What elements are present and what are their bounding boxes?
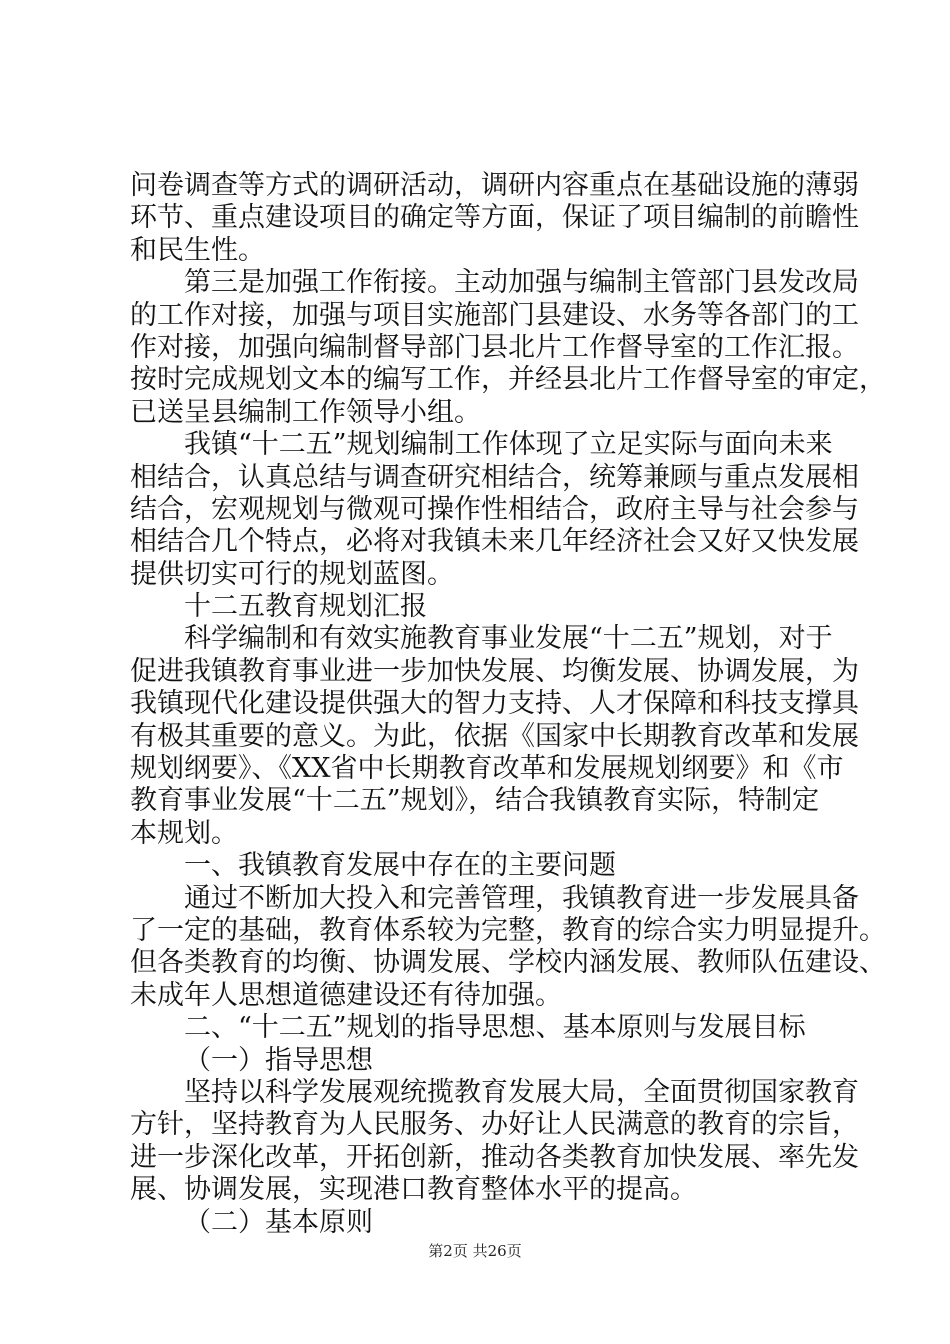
text-line: 和民生性。 <box>130 234 265 266</box>
text-line: 相结合几个特点，必将对我镇未来几年经济社会又好又快发展 <box>130 526 859 558</box>
text-line: 我镇现代化建设提供强大的智力支持、人才保障和科技支撑具 <box>130 688 859 720</box>
text-line: 相结合，认真总结与调查研究相结合，统筹兼顾与重点发展相 <box>130 461 859 493</box>
text-line: 已送呈县编制工作领导小组。 <box>130 396 481 428</box>
text-line: 我镇“十二五”规划编制工作体现了立足实际与面向未来 <box>184 429 833 461</box>
subsection-heading: （一）指导思想 <box>184 1044 373 1076</box>
text-line: 未成年人思想道德建设还有待加强。 <box>130 979 562 1011</box>
subsection-heading: （二）基本原则 <box>184 1206 373 1238</box>
text-line: 作对接，加强向编制督导部门县北片工作督导室的工作汇报。 <box>130 331 859 363</box>
text-line: 提供切实可行的规划蓝图。 <box>130 558 454 590</box>
text-line: 进一步深化改革，开拓创新，推动各类教育加快发展、率先发 <box>130 1141 859 1173</box>
text-line: 了一定的基础，教育体系较为完整，教育的综合实力明显提升。 <box>130 914 886 946</box>
text-line: 通过不断加大投入和完善管理，我镇教育进一步发展具备 <box>184 882 859 914</box>
text-line: 但各类教育的均衡、协调发展、学校内涵发展、教师队伍建设、 <box>130 947 886 979</box>
text-line: 展、协调发展，实现港口教育整体水平的提高。 <box>130 1174 697 1206</box>
page-footer: 第2页 共26页 <box>428 1242 522 1260</box>
text-line: 的工作对接，加强与项目实施部门县建设、水务等各部门的工 <box>130 299 859 331</box>
text-line: 促进我镇教育事业进一步加快发展、均衡发展、协调发展，为 <box>130 655 859 687</box>
text-line: 环节、重点建设项目的确定等方面，保证了项目编制的前瞻性 <box>130 202 859 234</box>
text-line: 第三是加强工作衔接。主动加强与编制主管部门县发改局 <box>184 267 859 299</box>
text-line: 教育事业发展“十二五”规划》，结合我镇教育实际，特制定 <box>130 785 820 817</box>
text-line: 规划纲要》、《XX省中长期教育改革和发展规划纲要》和《市 <box>130 753 844 785</box>
text-line: 结合，宏观规划与微观可操作性相结合，政府主导与社会参与 <box>130 493 859 525</box>
text-line: 方针，坚持教育为人民服务、办好让人民满意的教育的宗旨， <box>130 1109 859 1141</box>
section-heading: 一、我镇教育发展中存在的主要问题 <box>184 850 616 882</box>
text-line: 坚持以科学发展观统揽教育发展大局，全面贯彻国家教育 <box>184 1076 859 1108</box>
text-line: 按时完成规划文本的编写工作，并经县北片工作督导室的审定， <box>130 364 886 396</box>
document-body <box>130 170 886 1239</box>
section-heading: 二、“十二五”规划的指导思想、基本原则与发展目标 <box>184 1012 806 1044</box>
text-line: 本规划。 <box>130 817 238 849</box>
text-line: 有极其重要的意义。为此，依据《国家中长期教育改革和发展 <box>130 720 859 752</box>
section-heading: 十二五教育规划汇报 <box>184 591 427 623</box>
text-line: 问卷调查等方式的调研活动，调研内容重点在基础设施的薄弱 <box>130 170 859 201</box>
text-line: 科学编制和有效实施教育事业发展“十二五”规划，对于 <box>184 623 833 655</box>
